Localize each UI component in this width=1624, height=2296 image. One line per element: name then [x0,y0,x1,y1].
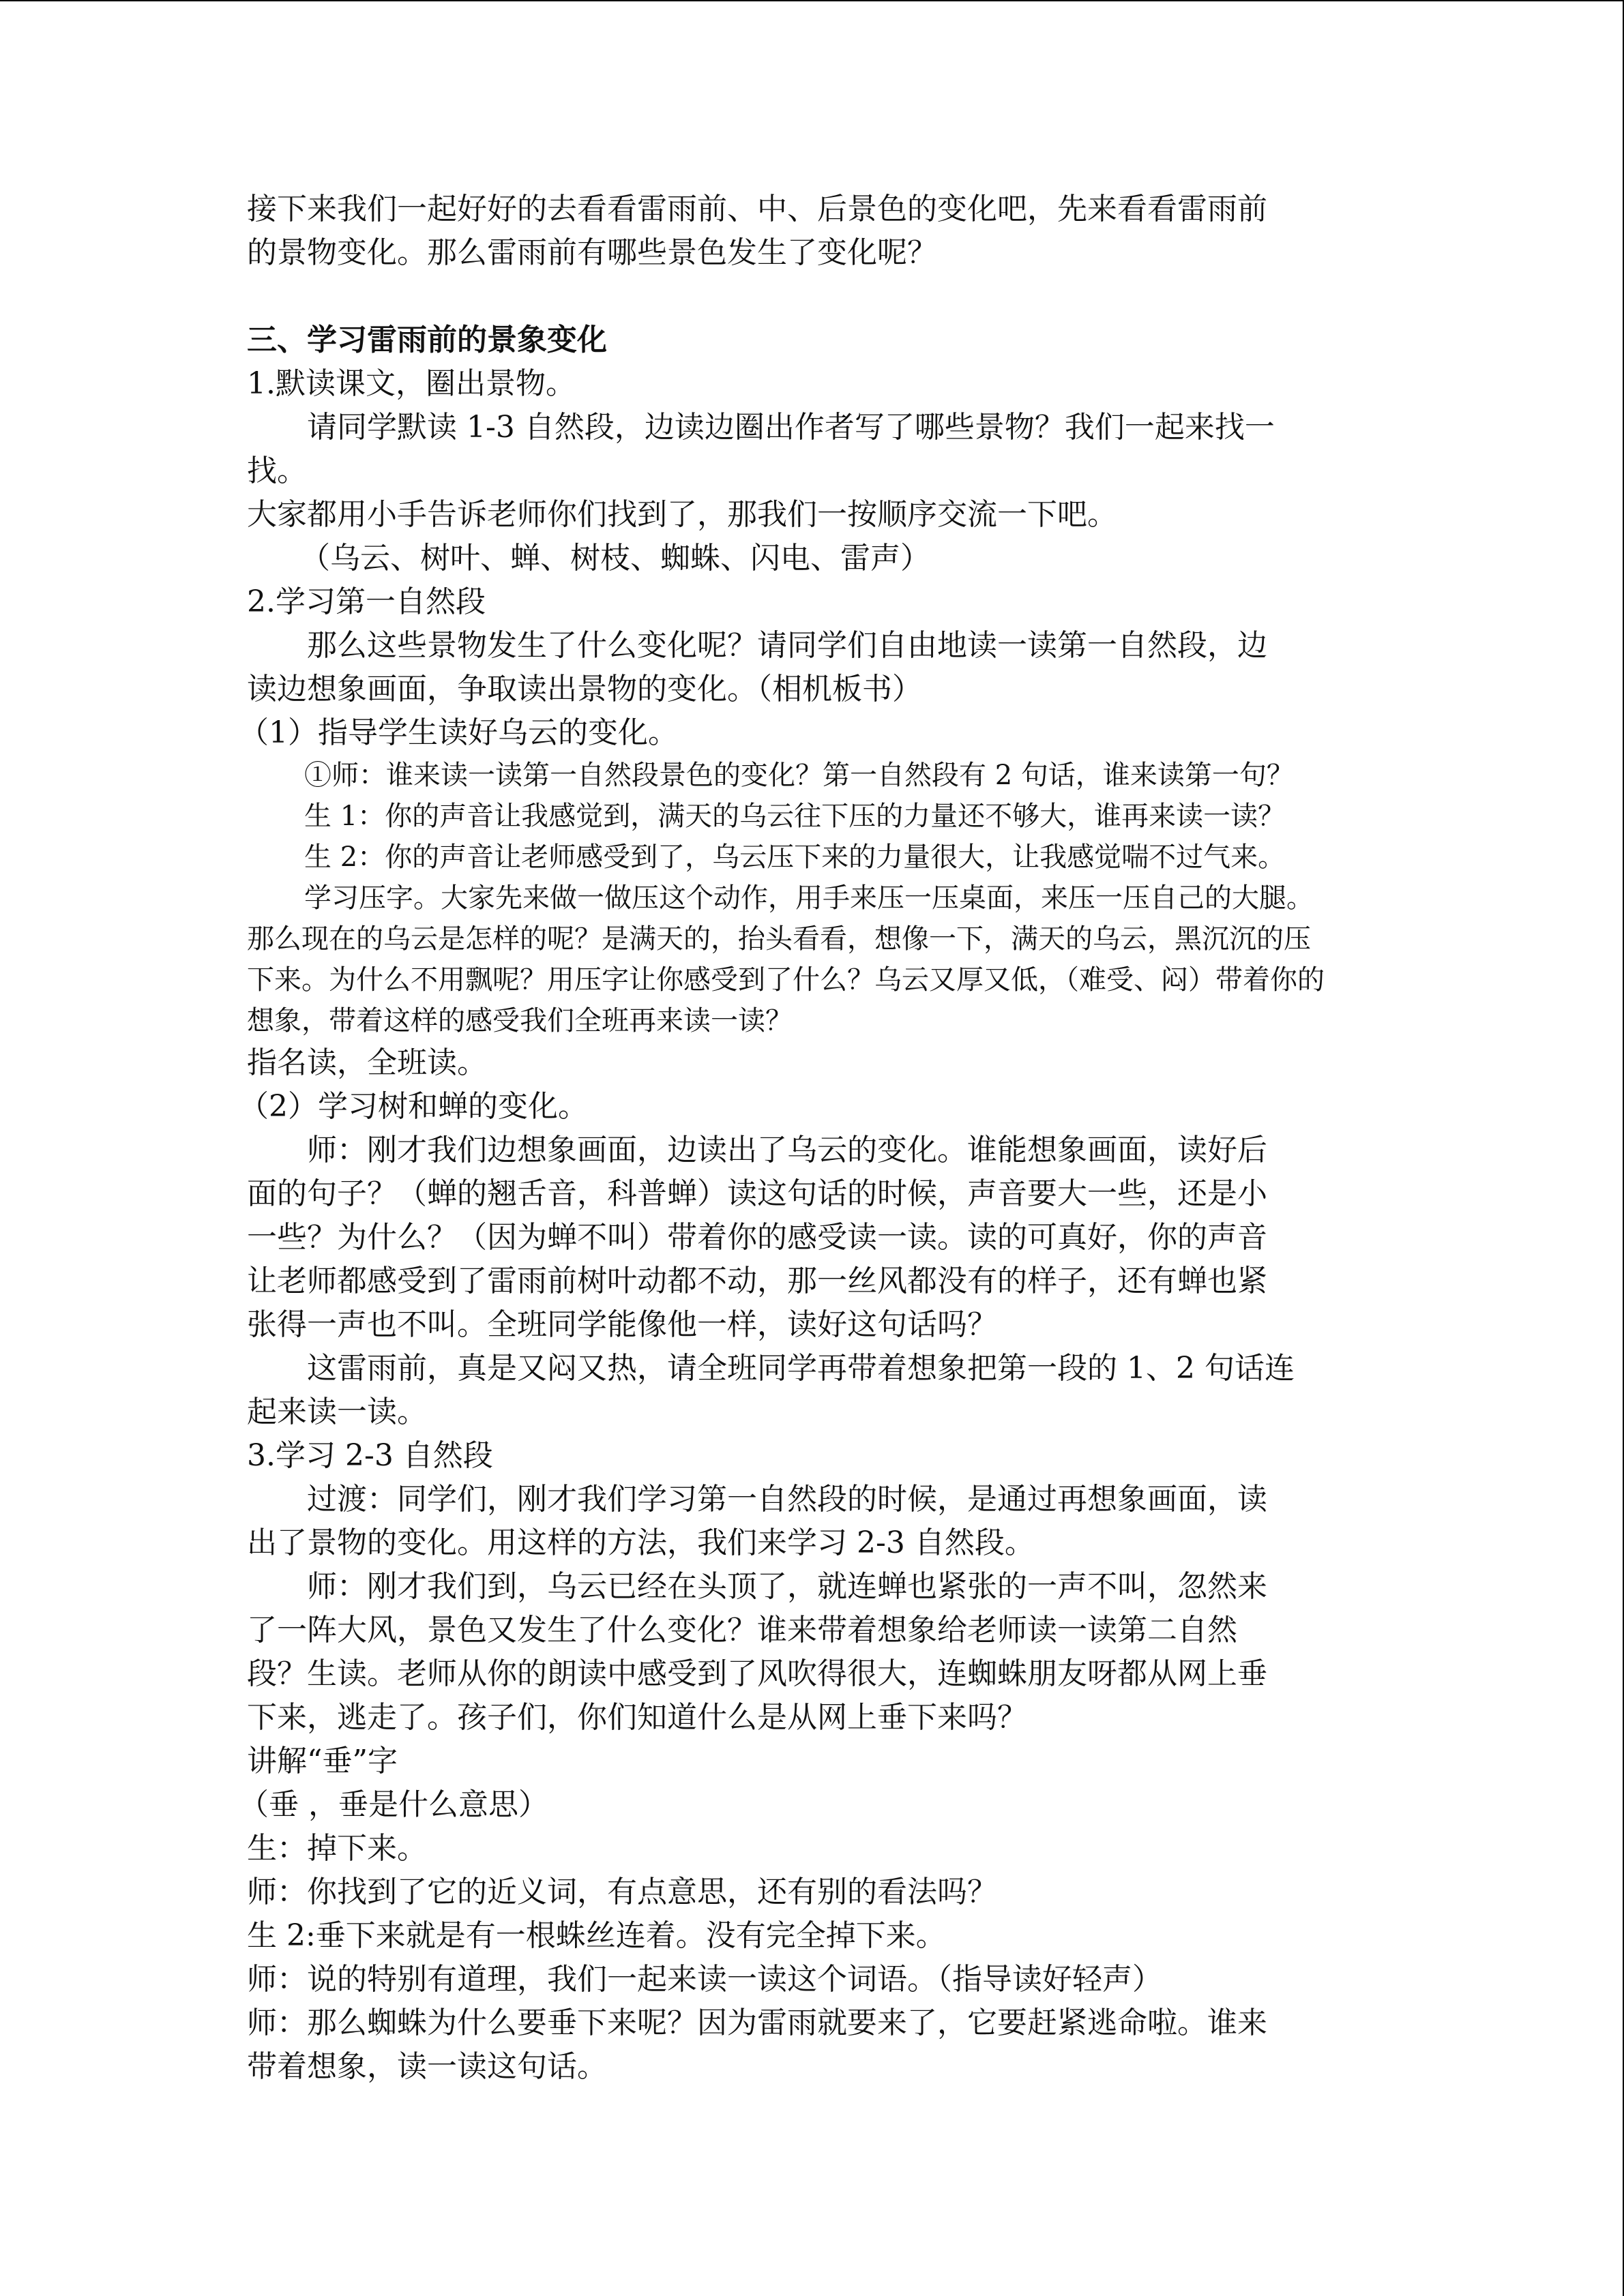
step3-line: 段？生读。老师从你的朗读中感受到了风吹得很大，连蜘蛛朋友呀都从网上垂 [247,1656,1267,1691]
step3-line: （垂 ，垂是什么意思） [239,1787,548,1822]
step3-line: 带着想象，读一读这句话。 [247,2049,607,2084]
dialog-line: ①师：谁来读一读第一自然段景色的变化？第一自然段有 2 句话，谁来读第一句？ [304,760,1294,791]
sub2-line: 师：刚才我们边想象画面，边读出了乌云的变化。谁能想象画面，读好后 [307,1133,1267,1167]
step2-line: 那么这些景物发生了什么变化呢？请同学们自由地读一读第一自然段，边 [307,628,1267,663]
dialog-line: 想象，带着这样的感受我们全班再来读一读？ [247,1005,793,1037]
step3-line: 师：你找到了它的近义词，有点意思，还有别的看法吗？ [247,1875,997,1909]
step3-title: 3.学习 2-3 自然段 [247,1438,493,1473]
step3-line: 出了景物的变化。用这样的方法，我们来学习 2-3 自然段。 [247,1525,1035,1560]
step3-line: 了一阵大风，景色又发生了什么变化？谁来带着想象给老师读一读第二自然 [247,1613,1237,1648]
step3-line: 生：掉下来。 [247,1831,427,1866]
step2-line: 读边想象画面，争取读出景物的变化。（相机板书） [247,672,922,706]
step1-line: （乌云、树叶、蝉、树枝、蜘蛛、闪电、雷声） [300,541,930,576]
sub2-line: 一些？为什么？（因为蝉不叫）带着你的感受读一读。读的可真好，你的声音 [247,1220,1267,1255]
section-heading: 三、学习雷雨前的景象变化 [247,323,607,357]
step3-line: 师：刚才我们到，乌云已经在头顶了，就连蝉也紧张的一声不叫，忽然来 [307,1569,1267,1604]
sub2-line: 张得一声也不叫。全班同学能像他一样，读好这句话吗？ [247,1307,997,1342]
step1-title: 1.默读课文，圈出景物。 [247,366,576,401]
sub1-title: （1）指导学生读好乌云的变化。 [239,715,678,750]
sub2-title: （2）学习树和蝉的变化。 [239,1089,588,1124]
dialog-line: 生 2：你的声音让老师感受到了，乌云压下来的力量很大，让我感觉喘不过气来。 [304,841,1286,873]
step3-line: 师：说的特别有道理，我们一起来读一读这个词语。（指导读好轻声） [247,1962,1162,1997]
sub1-after: 指名读，全班读。 [247,1045,487,1080]
intro-line-2: 的景物变化。那么雷雨前有哪些景色发生了变化呢？ [247,235,937,270]
step3-line: 师：那么蜘蛛为什么要垂下来呢？因为雷雨就要来了，它要赶紧逃命啦。谁来 [247,2006,1267,2040]
sub2-line: 让老师都感受到了雷雨前树叶动都不动，那一丝风都没有的样子，还有蝉也紧 [247,1264,1267,1298]
intro-line-1: 接下来我们一起好好的去看看雷雨前、中、后景色的变化吧，先来看看雷雨前 [247,192,1267,226]
dialog-line: 下来。为什么不用飘呢？用压字让你感受到了什么？乌云又厚又低，（难受、闷）带着你的 [247,964,1325,996]
step3-line: 过渡：同学们，刚才我们学习第一自然段的时候，是通过再想象画面，读 [307,1482,1267,1517]
step3-line: 下来，逃走了。孩子们，你们知道什么是从网上垂下来吗？ [247,1700,1027,1735]
step3-line: 讲解“垂”字 [247,1744,398,1778]
sub2-line: 起来读一读。 [247,1395,427,1429]
sub2-line: 这雷雨前，真是又闷又热，请全班同学再带着想象把第一段的 1、2 句话连 [307,1351,1295,1386]
document-body [239,188,1379,2089]
dialog-line: 生 1：你的声音让我感觉到，满天的乌云往下压的力量还不够大，谁再来读一读？ [304,801,1286,832]
step1-line: 大家都用小手告诉老师你们找到了，那我们一按顺序交流一下吧。 [247,497,1117,532]
dialog-line: 那么现在的乌云是怎样的呢？是满天的，抬头看看，想像一下，满天的乌云，黑沉沉的压 [247,923,1311,955]
paragraph-gap [247,275,1379,318]
step3-line: 生 2:垂下来就是有一根蛛丝连着。没有完全掉下来。 [247,1918,946,1953]
dialog-line: 学习压字。大家先来做一做压这个动作，用手来压一压桌面，来压一压自己的大腿。 [304,882,1314,914]
step2-title: 2.学习第一自然段 [247,584,486,619]
sub2-line: 面的句子？（蝉的翘舌音，科普蝉）读这句话的时候，声音要大一些，还是小 [247,1176,1267,1211]
step1-line: 找。 [247,453,307,488]
step1-line: 请同学默读 1-3 自然段，边读边圈出作者写了哪些景物？我们一起来找一 [307,410,1275,445]
